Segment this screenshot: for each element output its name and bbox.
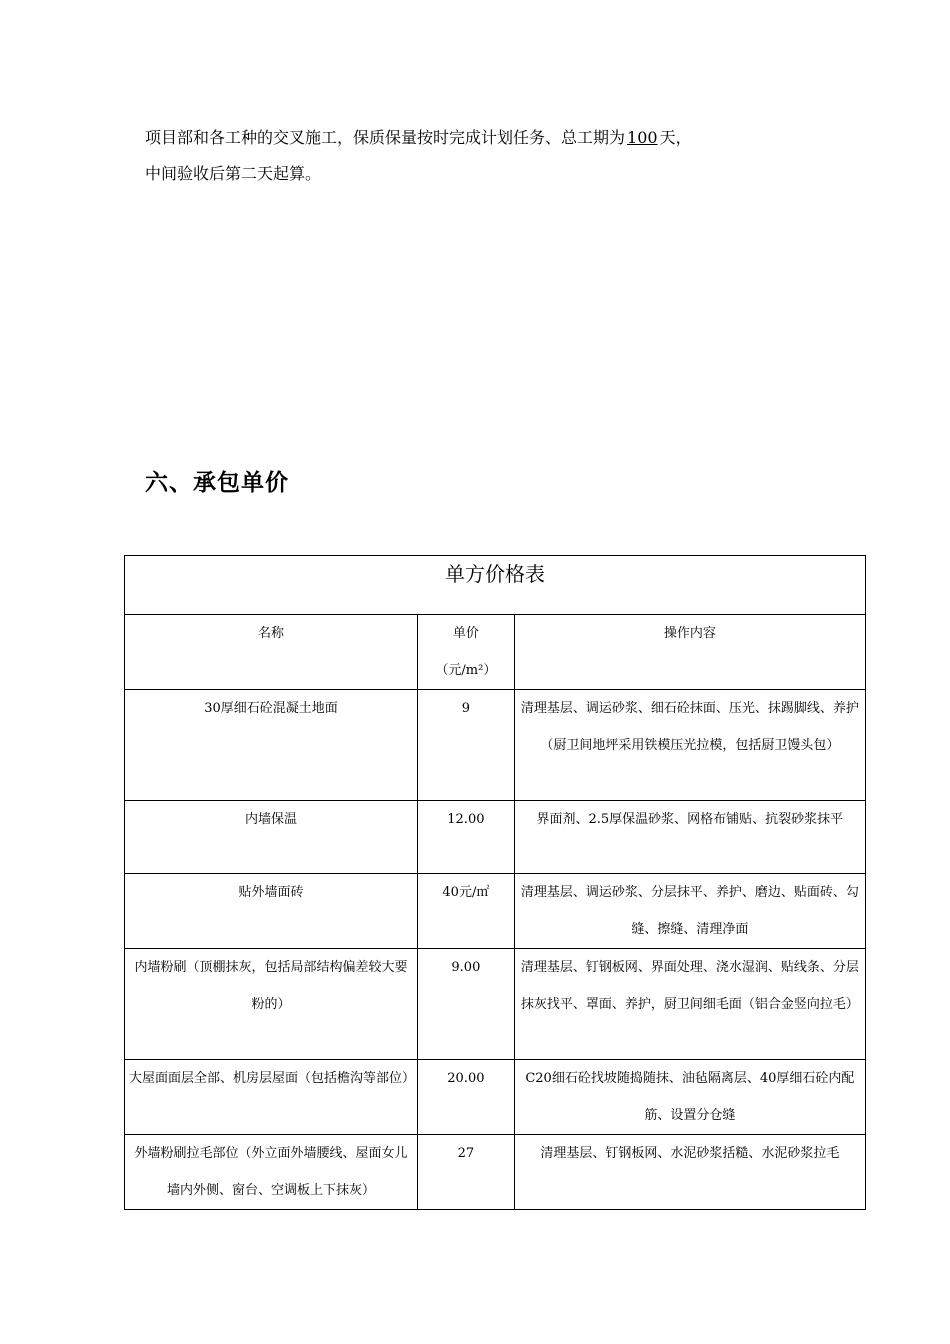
table-row — [125, 1060, 866, 1135]
table-title-row — [125, 556, 866, 615]
paragraph-line-1 — [145, 121, 692, 155]
row-content: 清理基层、钉钢板网、水泥砂浆括糙、水泥砂浆拉毛 — [514, 1135, 865, 1210]
row-price: 12.00 — [418, 801, 515, 874]
row-name: 内墙粉刷（顶棚抹灰，包括局部结构偏差较大要粉的） — [125, 949, 418, 1060]
table-header-row — [125, 615, 866, 690]
table-row — [125, 874, 866, 949]
header-price-label: 单价 — [452, 626, 479, 641]
section-heading: 六、承包单价 — [145, 470, 289, 496]
table-row — [125, 690, 866, 801]
paragraph-text: 项目部和各工种的交叉施工，保质保量按时完成计划任务、总工期为 — [145, 128, 626, 147]
row-price: 9 — [418, 690, 515, 801]
header-price — [418, 615, 515, 690]
row-price: 20.00 — [418, 1060, 515, 1135]
row-price: 9.00 — [418, 949, 515, 1060]
duration-value: 100 — [627, 128, 658, 147]
row-name: 贴外墙面砖 — [125, 874, 418, 949]
table-row — [125, 1135, 866, 1210]
row-content: 清理基层、调运砂浆、分层抹平、养护、磨边、贴面砖、勾缝、擦缝、清理净面 — [514, 874, 865, 949]
row-name: 30厚细石砼混凝土地面 — [125, 690, 418, 801]
table-title: 单方价格表 — [125, 556, 866, 615]
row-content: 清理基层、调运砂浆、细石砼抹面、压光、抹踢脚线、养护（厨卫间地坪采用铁模压光拉模，包括厨卫馒头包） — [514, 690, 865, 801]
table-row — [125, 801, 866, 874]
header-name: 名称 — [125, 615, 418, 690]
row-name: 外墙粉刷拉毛部位（外立面外墙腰线、屋面女儿墙内外侧、窗台、空调板上下抹灰） — [125, 1135, 418, 1210]
row-content: C20细石砼找坡随捣随抹、油毡隔离层、40厚细石砼内配筋、设置分仓缝 — [514, 1060, 865, 1135]
paragraph-line-2: 中间验收后第二天起算。 — [145, 164, 322, 183]
header-price-unit: （元/m²） — [435, 663, 497, 678]
paragraph-text: 天， — [659, 128, 692, 147]
row-price: 27 — [418, 1135, 515, 1210]
row-price: 40元/㎡ — [418, 874, 515, 949]
row-content: 清理基层、钉钢板网、界面处理、浇水湿润、贴线条、分层抹灰找平、罩面、养护，厨卫间细毛面（铝合金竖向拉毛） — [514, 949, 865, 1060]
price-table — [124, 555, 866, 1210]
header-content: 操作内容 — [514, 615, 865, 690]
row-name: 内墙保温 — [125, 801, 418, 874]
row-name: 大屋面面层全部、机房层屋面（包括檐沟等部位） — [125, 1060, 418, 1135]
row-content: 界面剂、2.5厚保温砂浆、网格布铺贴、抗裂砂浆抹平 — [514, 801, 865, 874]
table-row — [125, 949, 866, 1060]
